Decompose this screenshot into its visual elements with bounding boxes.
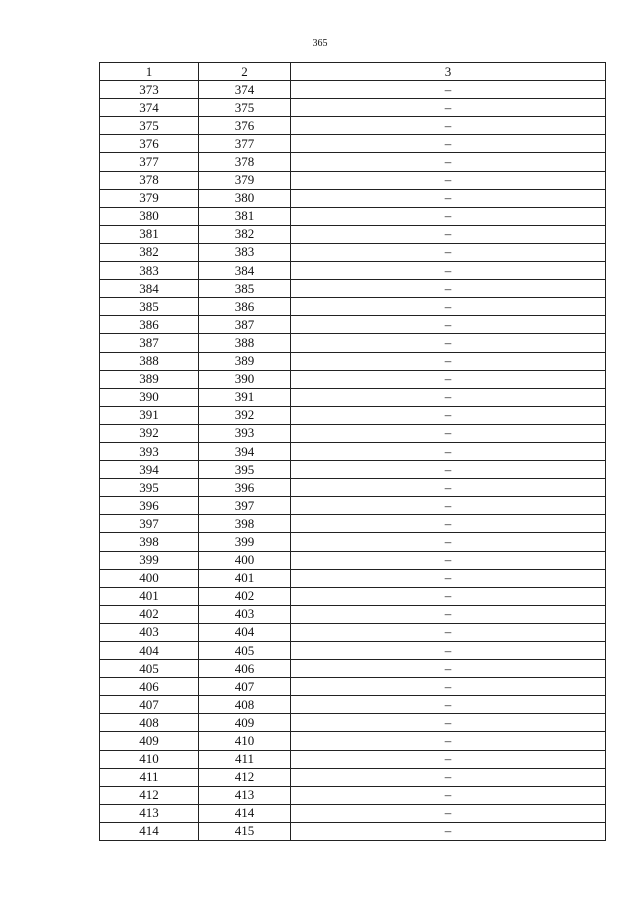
table-cell-col1: 389 [100,370,199,388]
table-row [100,352,606,370]
table-cell-col3: – [291,207,606,225]
table-row [100,714,606,732]
table-cell-col3: – [291,388,606,406]
table-row [100,623,606,641]
table-row [100,370,606,388]
table-cell-col1: 406 [100,678,199,696]
table-cell-col1: 399 [100,551,199,569]
table-cell-col2: 379 [199,171,291,189]
table-row [100,117,606,135]
table-cell-col1: 414 [100,822,199,840]
table-cell-col1: 378 [100,171,199,189]
table-cell-col2: 393 [199,424,291,442]
table-row [100,135,606,153]
table-row [100,207,606,225]
page-number: 365 [312,38,328,49]
table-row [100,804,606,822]
table-cell-col1: 404 [100,642,199,660]
table-cell-col2: 401 [199,569,291,587]
table-cell-col1: 397 [100,515,199,533]
table-cell-col3: – [291,424,606,442]
table-cell-col3: – [291,298,606,316]
table-cell-col3: – [291,660,606,678]
table-cell-col3: – [291,533,606,551]
table-cell-col2: 394 [199,442,291,460]
table-cell-col3: – [291,243,606,261]
table-cell-col2: 374 [199,81,291,99]
table-cell-col1: 410 [100,750,199,768]
table-cell-col1: 380 [100,207,199,225]
table-row [100,605,606,623]
table-cell-col1: 413 [100,804,199,822]
table-row [100,750,606,768]
table-cell-col2: 381 [199,207,291,225]
table-row [100,442,606,460]
table-cell-col1: 393 [100,442,199,460]
table-cell-col3: – [291,153,606,171]
table-row [100,406,606,424]
table-cell-col1: 405 [100,660,199,678]
table-row [100,642,606,660]
table-cell-col1: 373 [100,81,199,99]
table-header [100,63,606,81]
table-cell-col1: 412 [100,786,199,804]
table-cell-col2: 376 [199,117,291,135]
table-cell-col1: 396 [100,497,199,515]
table-row [100,424,606,442]
table-cell-col2: 385 [199,280,291,298]
table-cell-col2: 383 [199,243,291,261]
table-cell-col2: 380 [199,189,291,207]
table-cell-col1: 401 [100,587,199,605]
table-cell-col2: 392 [199,406,291,424]
table-body [100,81,606,841]
table-cell-col3: – [291,406,606,424]
table-row [100,171,606,189]
table-row [100,153,606,171]
table-row [100,551,606,569]
table-cell-col2: 396 [199,479,291,497]
table-cell-col1: 381 [100,225,199,243]
table-row [100,660,606,678]
table-cell-col3: – [291,587,606,605]
table-cell-col2: 409 [199,714,291,732]
table-cell-col1: 386 [100,316,199,334]
table-cell-col1: 384 [100,280,199,298]
table-cell-col1: 409 [100,732,199,750]
table-row [100,243,606,261]
table-cell-col3: – [291,551,606,569]
table-cell-col3: – [291,804,606,822]
table-cell-col2: 408 [199,696,291,714]
table-row [100,189,606,207]
table-cell-col2: 377 [199,135,291,153]
table-cell-col3: – [291,768,606,786]
table-cell-col1: 387 [100,334,199,352]
table-cell-col2: 375 [199,99,291,117]
table-cell-col2: 411 [199,750,291,768]
table-cell-col2: 415 [199,822,291,840]
table-cell-col3: – [291,569,606,587]
table-row [100,262,606,280]
table-row [100,587,606,605]
table-cell-col3: – [291,81,606,99]
table-cell-col1: 392 [100,424,199,442]
table-cell-col2: 403 [199,605,291,623]
table-row [100,334,606,352]
table-cell-col2: 390 [199,370,291,388]
table-row [100,533,606,551]
table-cell-col1: 408 [100,714,199,732]
table-cell-col1: 379 [100,189,199,207]
table-cell-col1: 385 [100,298,199,316]
table-cell-col1: 400 [100,569,199,587]
table-cell-col2: 405 [199,642,291,660]
table-cell-col3: – [291,822,606,840]
table-cell-col3: – [291,280,606,298]
table-cell-col3: – [291,605,606,623]
table-cell-col1: 383 [100,262,199,280]
table-cell-col3: – [291,334,606,352]
table-cell-col3: – [291,714,606,732]
table-cell-col3: – [291,786,606,804]
table-cell-col3: – [291,135,606,153]
table-cell-col3: – [291,370,606,388]
table-cell-col2: 402 [199,587,291,605]
table-cell-col3: – [291,678,606,696]
table-cell-col1: 376 [100,135,199,153]
table-cell-col2: 395 [199,461,291,479]
table-cell-col1: 394 [100,461,199,479]
table-row [100,696,606,714]
table-cell-col1: 374 [100,99,199,117]
table-cell-col2: 399 [199,533,291,551]
table-row [100,569,606,587]
table-cell-col3: – [291,461,606,479]
column-header-3: 3 [291,63,606,81]
table-cell-col3: – [291,189,606,207]
table-row [100,461,606,479]
table-cell-col1: 375 [100,117,199,135]
table-cell-col2: 386 [199,298,291,316]
data-table [99,62,606,841]
table-cell-col2: 412 [199,768,291,786]
table-cell-col3: – [291,732,606,750]
table-row [100,515,606,533]
table-row [100,225,606,243]
table-row [100,678,606,696]
table-cell-col3: – [291,99,606,117]
table-cell-col3: – [291,171,606,189]
table-cell-col1: 391 [100,406,199,424]
table-row [100,822,606,840]
table-cell-col1: 377 [100,153,199,171]
table-cell-col3: – [291,497,606,515]
table-cell-col3: – [291,515,606,533]
table-cell-col3: – [291,442,606,460]
table-cell-col2: 413 [199,786,291,804]
column-header-1: 1 [100,63,199,81]
table-row [100,479,606,497]
table-row [100,388,606,406]
table-cell-col2: 406 [199,660,291,678]
table-cell-col1: 411 [100,768,199,786]
table-cell-col2: 397 [199,497,291,515]
table-cell-col2: 398 [199,515,291,533]
table-cell-col3: – [291,117,606,135]
table-row [100,497,606,515]
table-cell-col2: 384 [199,262,291,280]
table-cell-col3: – [291,696,606,714]
table-cell-col2: 404 [199,623,291,641]
table-cell-col2: 388 [199,334,291,352]
table-cell-col2: 378 [199,153,291,171]
column-header-2: 2 [199,63,291,81]
table-row [100,732,606,750]
table-cell-col3: – [291,479,606,497]
table-cell-col1: 388 [100,352,199,370]
table-cell-col3: – [291,225,606,243]
table-cell-col1: 382 [100,243,199,261]
table-row [100,768,606,786]
table-cell-col1: 390 [100,388,199,406]
header-row [100,63,606,81]
table-cell-col2: 387 [199,316,291,334]
table-cell-col3: – [291,316,606,334]
table-row [100,280,606,298]
table-cell-col1: 395 [100,479,199,497]
table-row [100,81,606,99]
table-cell-col1: 402 [100,605,199,623]
table-cell-col2: 382 [199,225,291,243]
table-cell-col3: – [291,262,606,280]
table-cell-col3: – [291,352,606,370]
table-cell-col2: 389 [199,352,291,370]
table-cell-col1: 407 [100,696,199,714]
table-row [100,316,606,334]
table-row [100,786,606,804]
table-cell-col2: 407 [199,678,291,696]
table-cell-col3: – [291,623,606,641]
table-row [100,99,606,117]
table-cell-col2: 391 [199,388,291,406]
table-cell-col2: 410 [199,732,291,750]
table-cell-col1: 398 [100,533,199,551]
table-cell-col3: – [291,642,606,660]
table-cell-col1: 403 [100,623,199,641]
table-cell-col2: 400 [199,551,291,569]
table-cell-col3: – [291,750,606,768]
table-row [100,298,606,316]
table-cell-col2: 414 [199,804,291,822]
